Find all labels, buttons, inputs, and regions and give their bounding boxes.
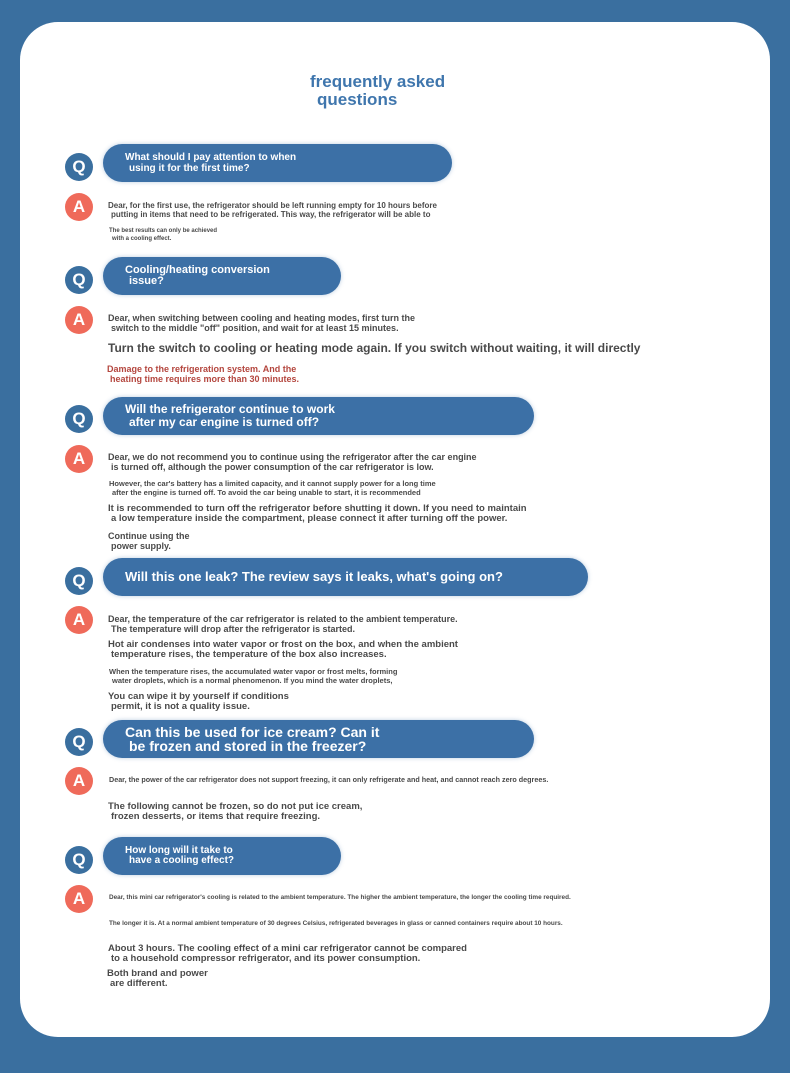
answer-text: Both brand and power are different.: [107, 968, 208, 989]
answer-text: However, the car's battery has a limited capacity, and it cannot supply power for a long time after the engine is turned off. To avoid the car being unable to start, it is recommended: [109, 479, 436, 497]
answer-badge: A: [65, 306, 93, 334]
answer-text: The longer it is. At a normal ambient temperature of 30 degrees Celsius, refrigerated beverages in glass or canned containers require about 10 hours.: [109, 920, 563, 927]
answer-text: Dear, the power of the car refrigerator does not support freezing, it can only refrigerate and heat, and cannot reach zero degrees.: [109, 775, 549, 784]
page-title: frequently asked questions: [310, 72, 446, 109]
answer-badge: A: [65, 767, 93, 795]
answer-text: Dear, when switching between cooling and heating modes, first turn the switch to the middle "off" position, and wait for at least 15 minutes.: [108, 313, 416, 333]
answer-text: When the temperature rises, the accumulated water vapor or frost melts, forming water droplets, which is a normal phenomenon. If you mind the water droplets,: [109, 667, 398, 685]
answer-text: Continue using the power supply.: [108, 531, 190, 551]
question-badge: Q: [65, 153, 93, 181]
answer-badge: A: [65, 193, 93, 221]
answer-warning-text: Damage to the refrigeration system. And the heating time requires more than 30 minutes.: [107, 364, 300, 384]
answer-text: Dear, the temperature of the car refrigerator is related to the ambient temperature. The temperature will drop after the refrigerator is started.: [108, 614, 458, 634]
answer-text: It is recommended to turn off the refrigerator before shutting it down. If you need to maintain a low temperature inside the compartment, please connect it after turning off the power.: [108, 503, 527, 524]
answer-text: About 3 hours. The cooling effect of a mini car refrigerator cannot be compared to a household compressor refrigerator, and its power consumption.: [108, 943, 467, 964]
question-badge: Q: [65, 846, 93, 874]
answer-badge: A: [65, 606, 93, 634]
question-pill: Will the refrigerator continue to work after my car engine is turned off?: [103, 397, 534, 435]
question-badge: Q: [65, 567, 93, 595]
answer-text: The best results can only be achieved with a cooling effect.: [109, 228, 218, 242]
answer-badge: A: [65, 445, 93, 473]
answer-text: You can wipe it by yourself if conditions permit, it is not a quality issue.: [108, 691, 289, 712]
answer-text: Dear, this mini car refrigerator's cooling is related to the ambient temperature. The higher the ambient temperature, the longer the cooling time required.: [109, 894, 571, 901]
answer-text: Dear, for the first use, the refrigerator should be left running empty for 10 hours before putting in items that need to be refrigerated. This way, the refrigerator will be able to: [108, 201, 437, 219]
answer-badge: A: [65, 885, 93, 913]
answer-text: Hot air condenses into water vapor or frost on the box, and when the ambient temperature rises, the temperature of the box also increases.: [108, 639, 458, 660]
question-badge: Q: [65, 266, 93, 294]
question-pill: Cooling/heating conversion issue?: [103, 257, 341, 295]
question-pill: How long will it take to have a cooling effect?: [103, 837, 341, 875]
question-pill: Will this one leak? The review says it leaks, what's going on?: [103, 558, 588, 596]
question-pill: What should I pay attention to when using it for the first time?: [103, 144, 452, 182]
question-badge: Q: [65, 405, 93, 433]
answer-text: The following cannot be frozen, so do not put ice cream, frozen desserts, or items that require freezing.: [108, 801, 363, 822]
answer-text: Dear, we do not recommend you to continue using the refrigerator after the car engine is turned off, although the power consumption of the car refrigerator is low.: [108, 452, 477, 472]
question-badge: Q: [65, 728, 93, 756]
answer-text: Turn the switch to cooling or heating mode again. If you switch without waiting, it will directly: [108, 341, 641, 355]
question-pill: Can this be used for ice cream? Can it be frozen and stored in the freezer?: [103, 720, 534, 758]
